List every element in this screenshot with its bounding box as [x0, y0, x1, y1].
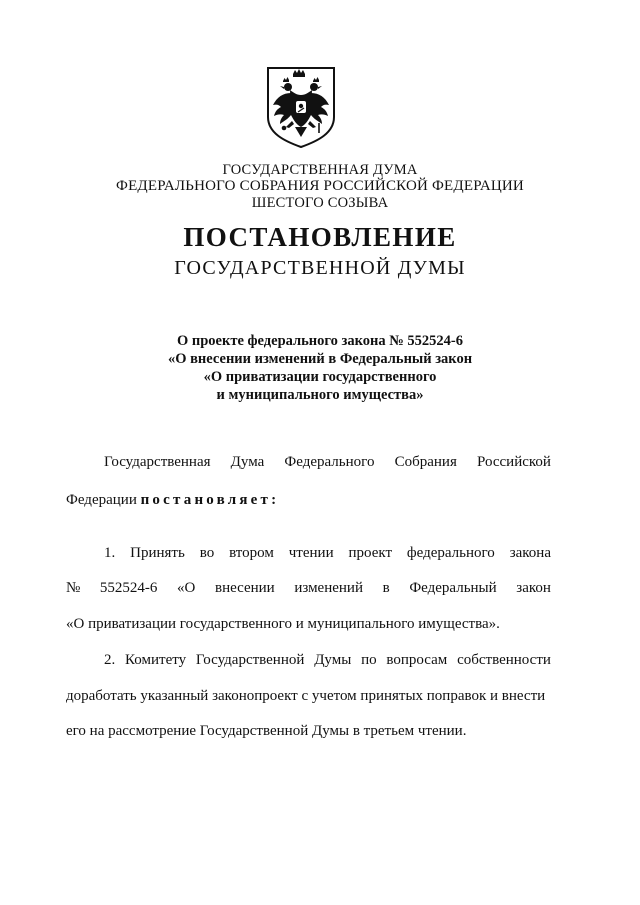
- subject-line-3: «О приватизации государственного: [203, 369, 437, 385]
- item-1-word: 552524-6: [99, 580, 158, 596]
- item-2-word: вопросам: [386, 652, 448, 668]
- item-2-word: Государственной: [195, 652, 305, 668]
- item-1-word: закона: [509, 545, 551, 561]
- subject-line-1: О проекте федерального закона № 552524-6: [176, 333, 464, 349]
- item-1-word: Принять: [130, 545, 185, 561]
- item-1-word: во: [199, 545, 215, 561]
- item-2-word: по: [361, 652, 377, 668]
- item-2-line-1: [104, 652, 551, 669]
- decree-word: постановляет:: [140, 492, 280, 508]
- item-1-word: втором: [229, 545, 274, 561]
- item-1-word: закон: [516, 580, 551, 596]
- item-2-word: 2.: [104, 652, 116, 668]
- org-name-line-2: ФЕДЕРАЛЬНОГО СОБРАНИЯ РОССИЙСКОЙ ФЕДЕРАЦИИ: [116, 178, 524, 194]
- item-1-word: в: [382, 580, 390, 596]
- item-1-word: чтении: [288, 545, 334, 561]
- preamble-word: Дума: [230, 454, 265, 470]
- document-type-title: ПОСТАНОВЛЕНИЕ: [183, 222, 457, 252]
- subject-line-2: «О внесении изменений в Федеральный закон: [167, 351, 473, 367]
- item-1-word: внесении: [214, 580, 275, 596]
- item-1-word: Федеральный: [409, 580, 497, 596]
- item-1-word: изменений: [294, 580, 363, 596]
- item-2-word: Думы: [314, 652, 352, 668]
- item-1-word: №: [66, 580, 81, 596]
- preamble-line-2: [66, 492, 279, 509]
- preamble-word: Собрания: [394, 454, 457, 470]
- item-1-word: федерального: [406, 545, 495, 561]
- preamble-word: Федерального: [284, 454, 375, 470]
- item-2-line-2: доработать указанный законопроект с учетом принятых поправок и внести: [66, 688, 546, 704]
- item-1-line-1: [104, 545, 551, 562]
- coat-of-arms-icon: [263, 65, 339, 149]
- item-1-line-3: «О приватизации государственного и муниципального имущества».: [66, 616, 500, 632]
- preamble-word: Российской: [477, 454, 551, 470]
- preamble-line-2-text: Федерации: [66, 492, 137, 508]
- org-name-line-1: ГОСУДАРСТВЕННАЯ ДУМА: [222, 162, 418, 178]
- item-1-line-2: [66, 580, 551, 597]
- document-issuer: ГОСУДАРСТВЕННОЙ ДУМЫ: [174, 257, 466, 279]
- item-2-line-3: его на рассмотрение Государственной Думы в третьем чтении.: [66, 723, 467, 739]
- item-1-word: проект: [348, 545, 393, 561]
- convocation-line: ШЕСТОГО СОЗЫВА: [251, 195, 389, 211]
- subject-line-4: и муниципального имущества»: [216, 387, 424, 403]
- item-2-word: собственности: [457, 652, 551, 668]
- preamble-line-1: [104, 454, 551, 471]
- item-1-word: «О: [177, 580, 196, 596]
- item-2-word: Комитету: [125, 652, 187, 668]
- item-1-word: 1.: [104, 545, 116, 561]
- preamble-word: Государственная: [104, 454, 211, 470]
